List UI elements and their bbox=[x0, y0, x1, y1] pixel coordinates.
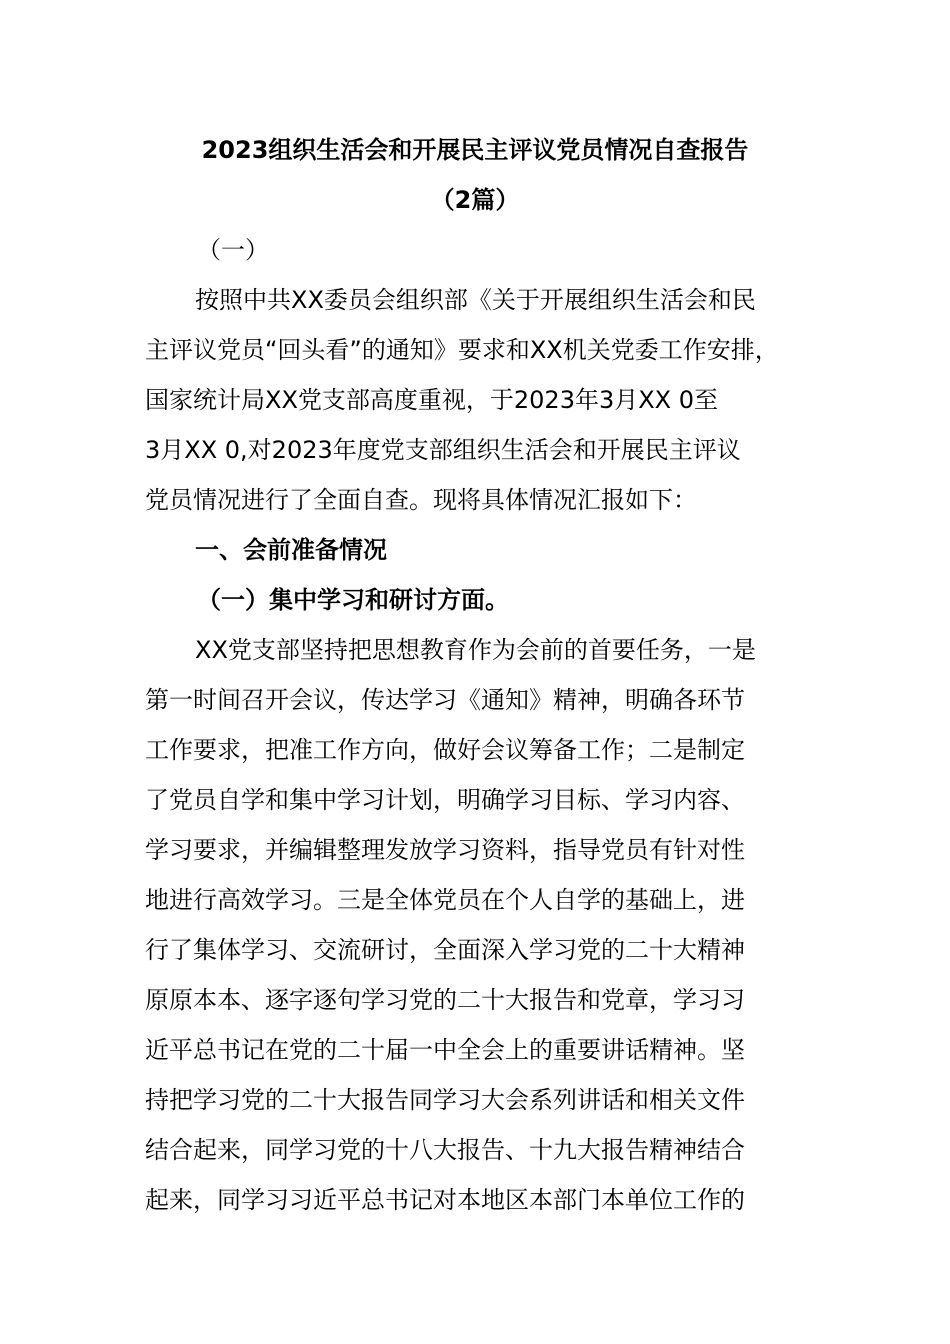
paragraph-line: 地进行高效学习。三是全体党员在个人自学的基础上，进 bbox=[145, 886, 745, 914]
paragraph-line: 结合起来，同学习党的十八大报告、十九大报告精神结合 bbox=[145, 1136, 745, 1164]
paragraph-line: 国家统计局XX党支部高度重视，于2023年3月XX 0至 bbox=[145, 386, 719, 414]
document-title-count: （2篇） bbox=[430, 186, 520, 214]
paragraph-line: 学习要求，并编辑整理发放学习资料，指导党员有针对性 bbox=[145, 836, 745, 864]
paragraph-line: 起来，同学习习近平总书记对本地区本部门本单位工作的 bbox=[145, 1186, 745, 1214]
paragraph-line: 近平总书记在党的二十届一中全会上的重要讲话精神。坚 bbox=[145, 1036, 745, 1064]
part-label: （一） bbox=[197, 236, 269, 264]
paragraph-line: 3月XX 0,对2023年度党支部组织生活会和开展民主评议 bbox=[145, 436, 741, 464]
paragraph-line: 按照中共XX委员会组织部《关于开展组织生活会和民 bbox=[195, 286, 756, 314]
paragraph-line: 持把学习党的二十大报告同学习大会系列讲话和相关文件 bbox=[145, 1086, 745, 1114]
paragraph-line: 原原本本、逐字逐句学习党的二十大报告和党章，学习习 bbox=[145, 986, 745, 1014]
paragraph-line: XX党支部坚持把思想教育作为会前的首要任务，一是 bbox=[195, 636, 756, 664]
subsection-heading: （一）集中学习和研讨方面。 bbox=[197, 586, 509, 614]
document-title: 2023组织生活会和开展民主评议党员情况自查报告 bbox=[201, 136, 749, 164]
paragraph-line: 党员情况进行了全面自查。现将具体情况汇报如下： bbox=[145, 486, 697, 514]
paragraph-line: 行了集体学习、交流研讨，全面深入学习党的二十大精神 bbox=[145, 936, 745, 964]
paragraph-line: 主评议党员“回头看”的通知》要求和XX机关党委工作安排， bbox=[145, 336, 779, 364]
paragraph-line: 了党员自学和集中学习计划，明确学习目标、学习内容、 bbox=[145, 786, 745, 814]
paragraph-line: 第一时间召开会议，传达学习《通知》精神，明确各环节 bbox=[145, 686, 745, 714]
paragraph-line: 工作要求，把准工作方向，做好会议筹备工作；二是制定 bbox=[145, 736, 745, 764]
section-heading: 一、会前准备情况 bbox=[195, 536, 387, 564]
